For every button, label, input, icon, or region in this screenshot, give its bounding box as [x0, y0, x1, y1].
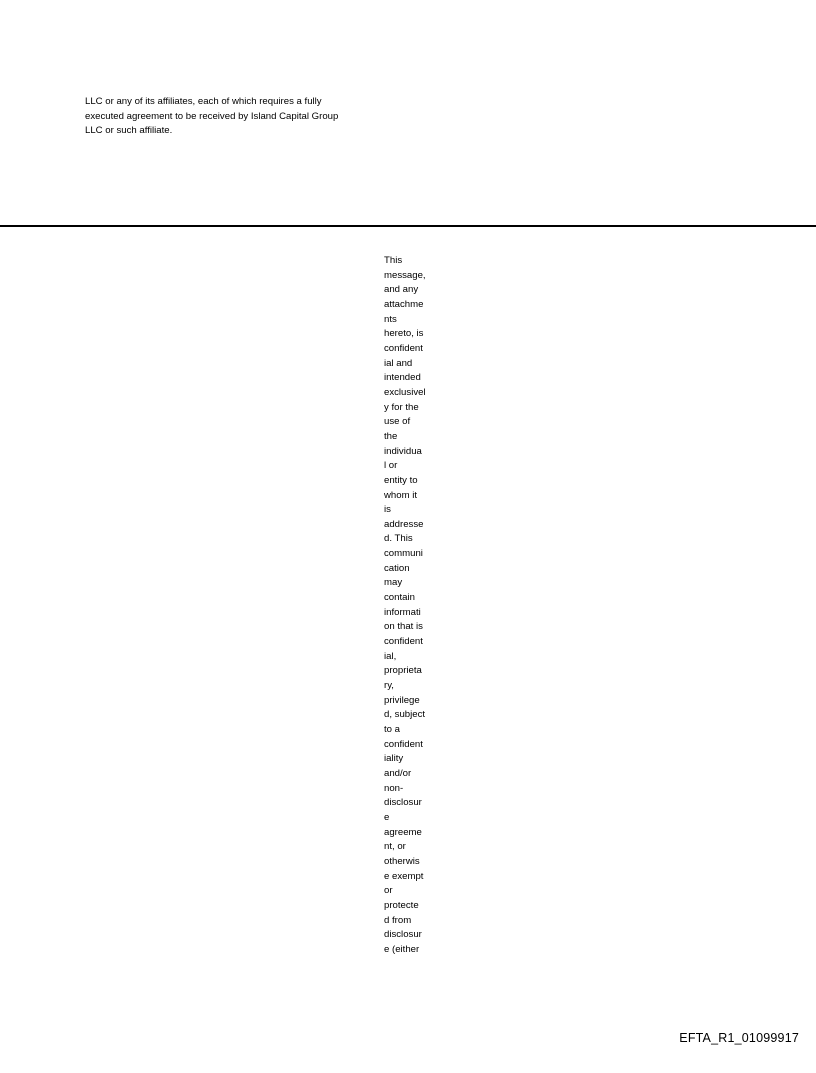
disclaimer-line: confident: [384, 342, 423, 354]
document-id: EFTA_R1_01099917: [679, 1031, 799, 1045]
disclaimer-line: This: [384, 255, 403, 266]
disclaimer-line: d, subject: [384, 709, 426, 721]
disclaimer-column: [384, 254, 444, 958]
disclaimer-line: may: [384, 577, 403, 589]
disclaimer-line: use of: [384, 416, 411, 428]
disclaimer-line: contain: [384, 592, 415, 604]
disclaimer-line: e: [384, 811, 390, 823]
disclaimer-line: agreeme: [384, 826, 422, 838]
top-paragraph-line: LLC or any of its affiliates, each of which requires a fully: [85, 96, 322, 107]
disclaimer-line: ry,: [384, 680, 394, 692]
disclaimer-line: and/or: [384, 767, 412, 779]
disclaimer-line: privilege: [384, 694, 420, 706]
disclaimer-line: intended: [384, 372, 421, 384]
disclaimer-line: disclosur: [384, 797, 422, 809]
disclaimer-line: on that is: [384, 621, 423, 633]
disclaimer-line: hereto, is: [384, 328, 424, 340]
disclaimer-line: non-: [384, 782, 404, 794]
top-paragraph-line: executed agreement to be received by Island Capital Group: [85, 110, 339, 122]
disclaimer-line: whom it: [384, 489, 418, 501]
disclaimer-line: e (either: [384, 943, 420, 955]
horizontal-divider: [0, 225, 816, 227]
disclaimer-line: confident: [384, 738, 423, 750]
disclaimer-line: communi: [384, 548, 423, 560]
disclaimer-line: informati: [384, 606, 421, 618]
top-paragraph-line: LLC or such affiliate.: [85, 125, 173, 136]
disclaimer-line: nt, or: [384, 841, 406, 853]
disclaimer-line: addresse: [384, 518, 424, 530]
disclaimer-line: confident: [384, 636, 423, 648]
disclaimer-line: message,: [384, 269, 426, 281]
disclaimer-line: ial and: [384, 357, 413, 369]
disclaimer-line: nts: [384, 313, 397, 325]
top-paragraph: [85, 95, 415, 139]
disclaimer-line: the: [384, 430, 398, 442]
disclaimer-line: to a: [384, 724, 401, 735]
disclaimer-line: iality: [384, 753, 404, 765]
disclaimer-line: is: [384, 504, 391, 516]
disclaimer-line: entity to: [384, 474, 418, 486]
disclaimer-line: or: [384, 885, 393, 897]
disclaimer-line: l or: [384, 460, 398, 472]
disclaimer-line: otherwis: [384, 855, 420, 867]
disclaimer-line: disclosur: [384, 929, 422, 941]
disclaimer-line: proprieta: [384, 665, 422, 677]
disclaimer-line: protecte: [384, 899, 419, 911]
disclaimer-line: attachme: [384, 298, 424, 310]
disclaimer-line: exclusivel: [384, 386, 426, 398]
disclaimer-line: d from: [384, 914, 412, 926]
disclaimer-line: and any: [384, 284, 419, 296]
disclaimer-line: y for the: [384, 401, 419, 413]
disclaimer-line: individua: [384, 445, 422, 457]
disclaimer-line: d. This: [384, 533, 413, 545]
disclaimer-line: e exempt: [384, 870, 424, 882]
disclaimer-line: cation: [384, 562, 410, 574]
disclaimer-line: ial,: [384, 650, 397, 662]
